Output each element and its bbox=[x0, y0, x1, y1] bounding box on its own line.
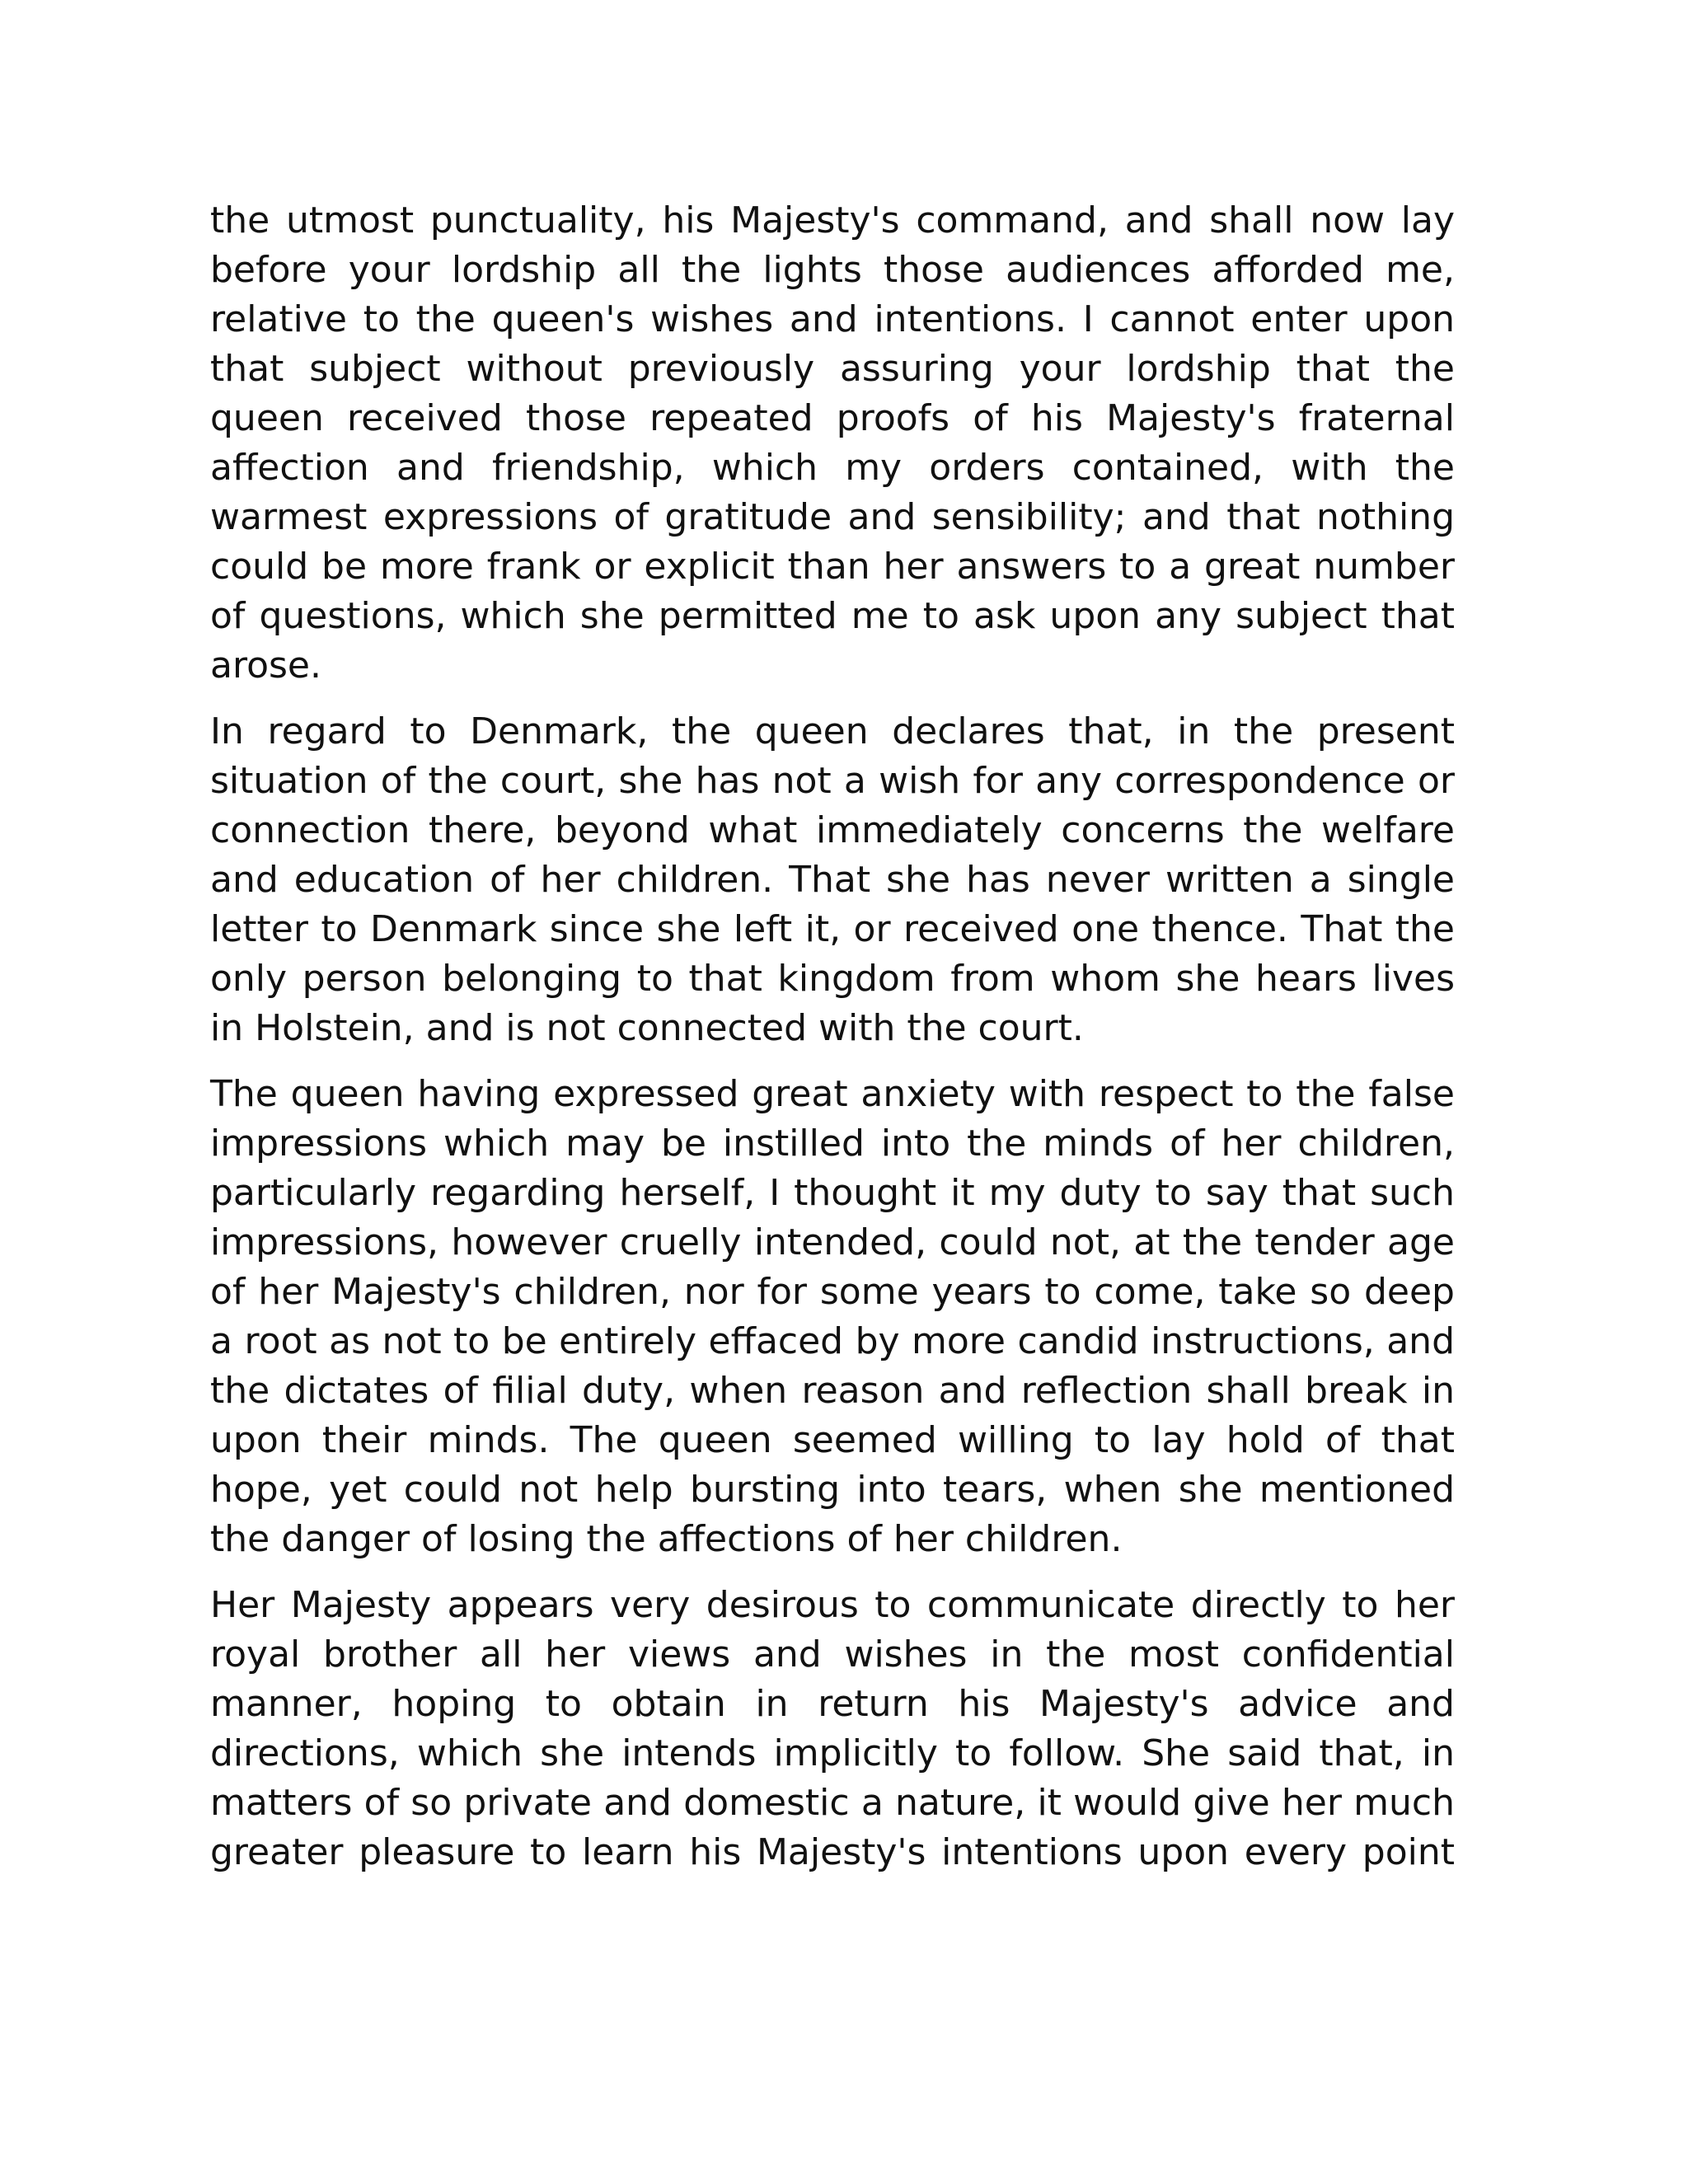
paragraph-2: In regard to Denmark, the queen declares that, in the present situation of the court, she has not a wish for any correspondence or connection there, beyond what immediately concerns the welfare and education of her children. That she has never written a single letter to Denmark since she left it, or received one thence. That the only person belonging to that kingdom from whom she hears lives in Holstein, and is not connected with the court. bbox=[210, 710, 1455, 1049]
paragraph-3: The queen having expressed great anxiety with respect to the false impressions which may be instilled into the minds of her children, particularly regarding herself, I thought it my duty to say that such impressions, however cruelly intended, could not, at the tender age of her Majesty's children, nor for some years to come, take so deep a root as not to be entirely effaced by more candid instructions, and the dictates of filial duty, when reason and reflection shall break in upon their minds. The queen seemed willing to lay hold of that hope, yet could not help bursting into tears, when she mentioned the danger of losing the affections of her children. bbox=[210, 1073, 1455, 1560]
paragraph-1: the utmost punctuality, his Majesty's command, and shall now lay before your lordship all the lights those audiences afforded me, relative to the queen's wishes and intentions. I cannot enter upon that subject without previously assuring your lordship that the queen received those repeated proofs of his Majesty's fraternal affection and friendship, which my orders contained, with the warmest expressions of gratitude and sensibility; and that nothing could be more frank or explicit than her answers to a great number of questions, which she permitted me to ask upon any subject that arose. bbox=[210, 199, 1455, 687]
paragraph-4: Her Majesty appears very desirous to communicate directly to her royal brother all her views and wishes in the most confidential manner, hoping to obtain in return his Majesty's advice and directions, which she intends implicitly to follow. She said that, in matters of so private and domestic a nature, it would give her much greater pleasure to learn his Majesty's intentions upon every point bbox=[210, 1584, 1455, 1873]
document-page bbox=[210, 196, 1455, 1894]
